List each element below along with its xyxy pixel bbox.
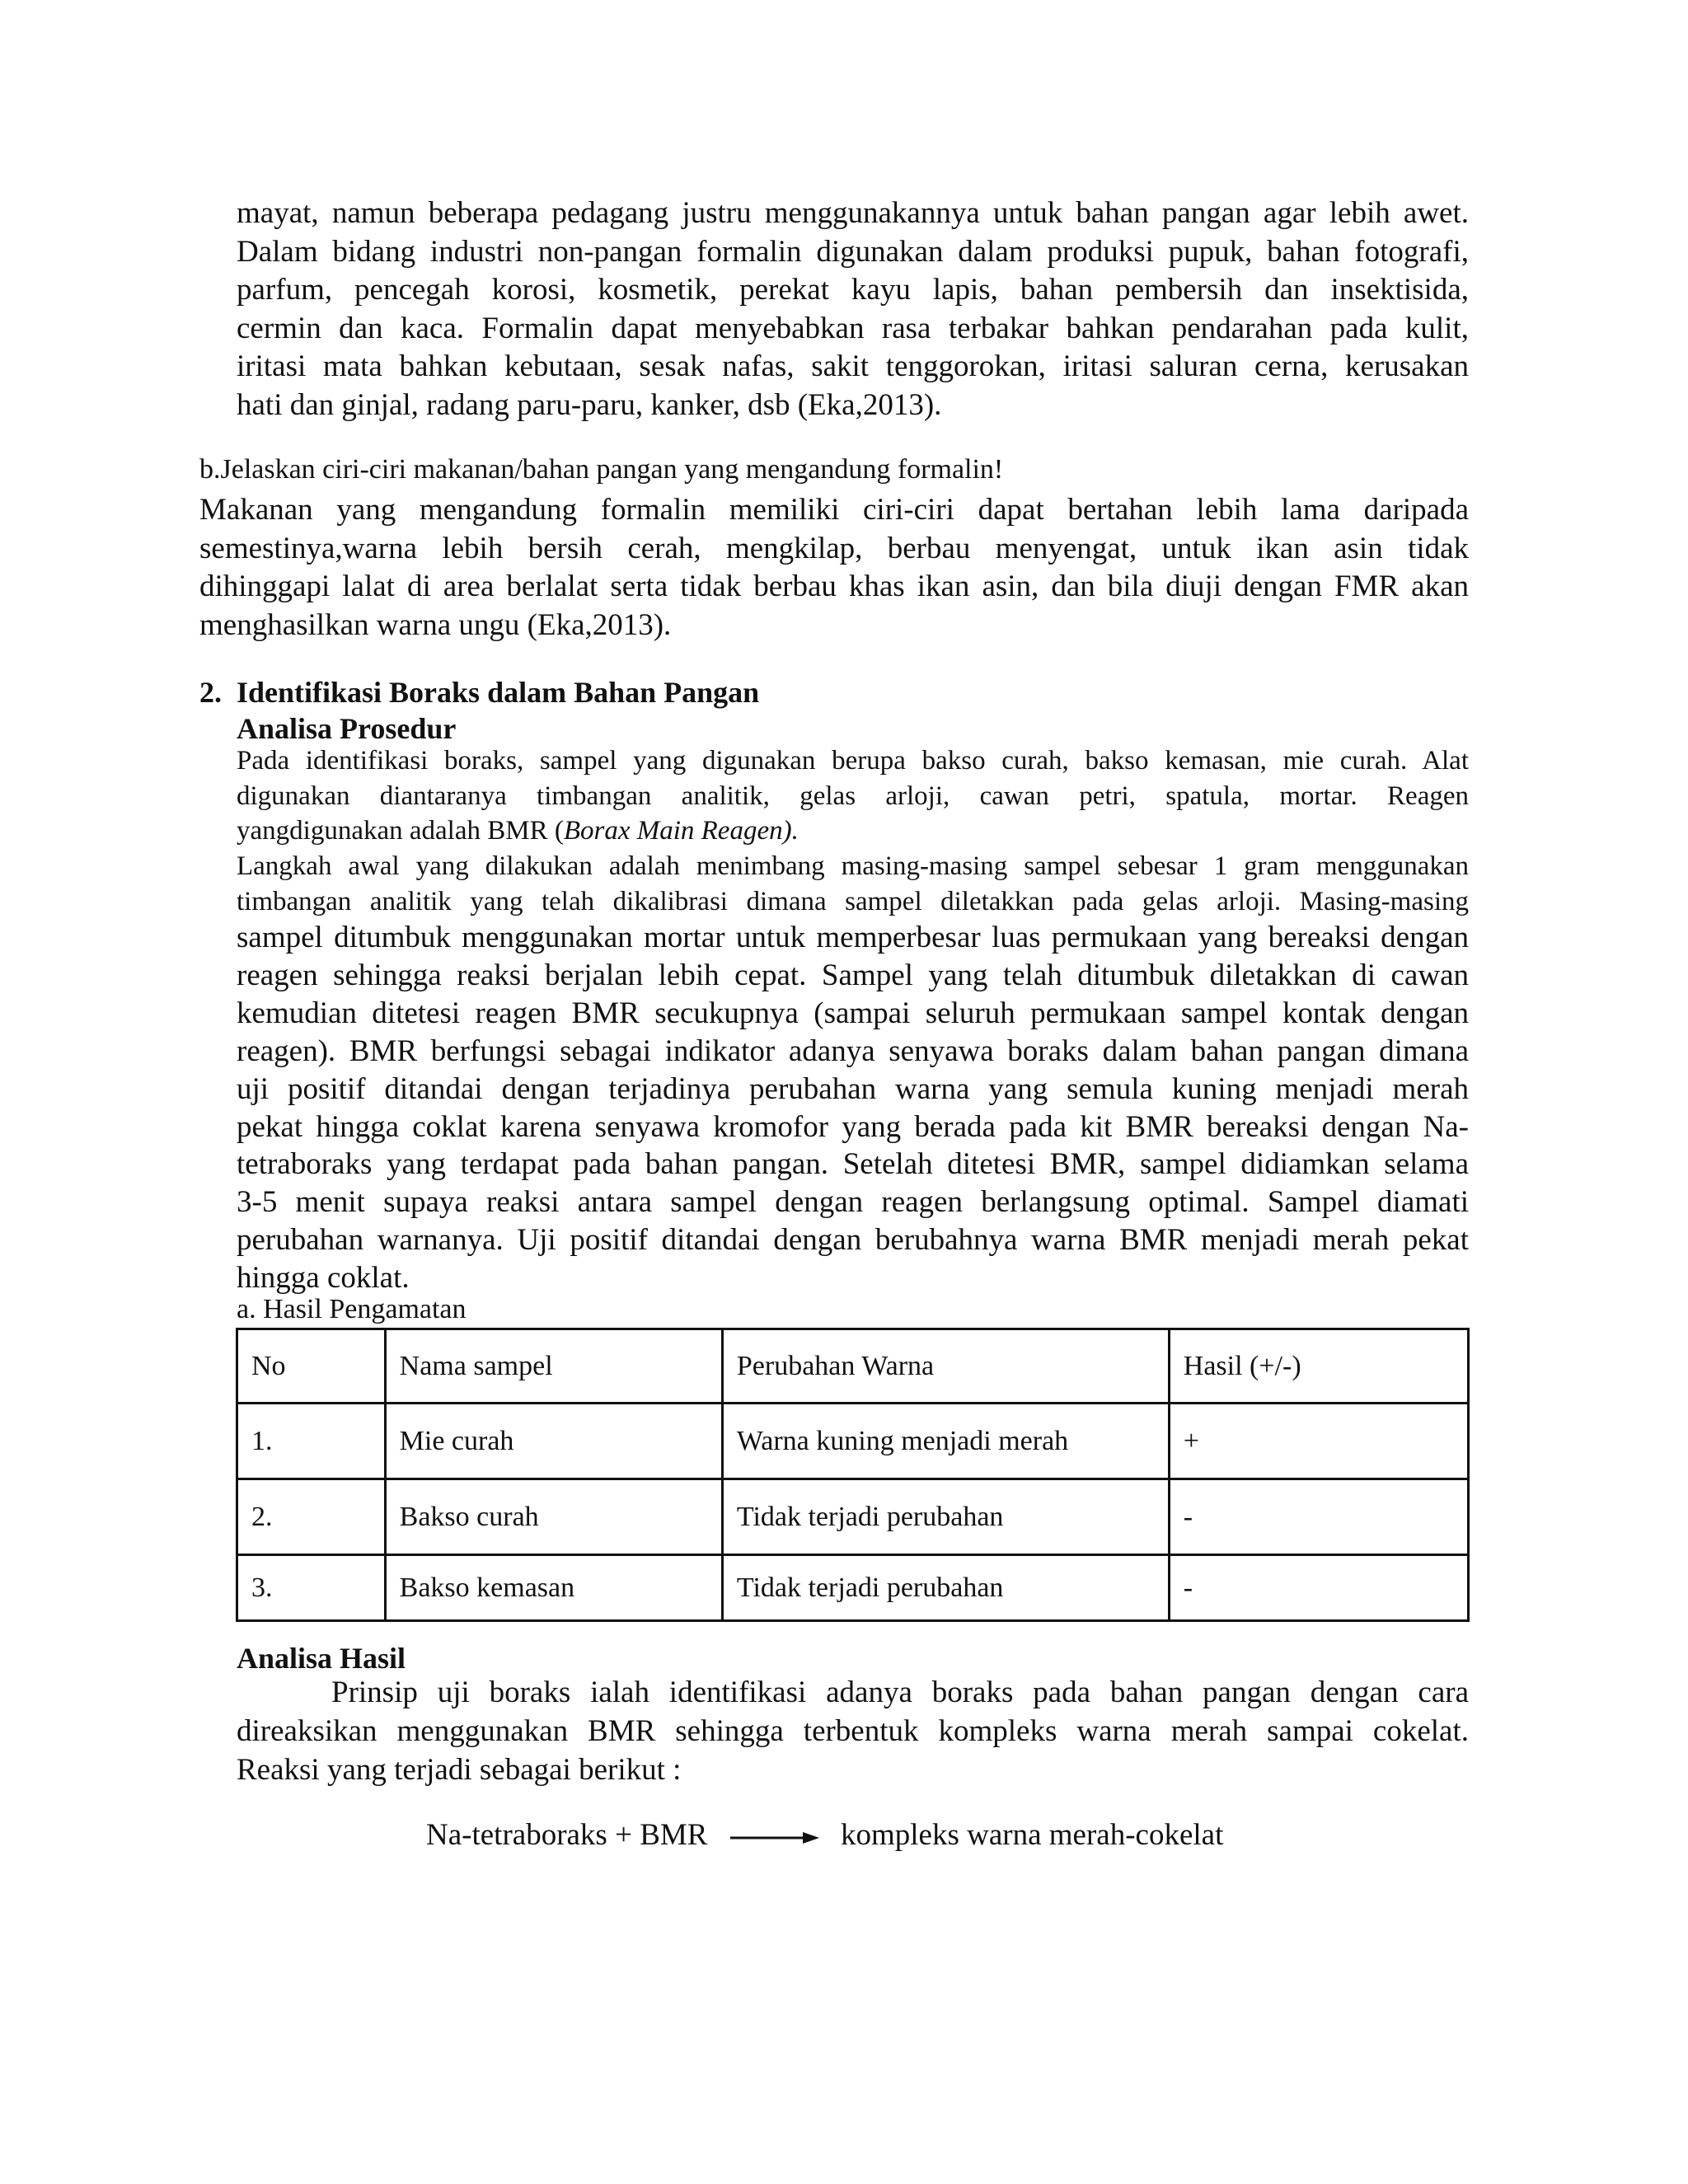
text-line: Prinsip uji boraks ialah identifikasi adanya boraks pada bahan pangan dengan cara bbox=[331, 1675, 1469, 1709]
table-header-row bbox=[237, 1329, 1469, 1404]
hasil-paragraph bbox=[237, 1673, 1469, 1789]
text-line: Pada identifikasi boraks, sampel yang digunakan berupa bakso curah, bakso kemasan, mie curah. Alat bbox=[237, 746, 1469, 776]
header-cell: Hasil (+/-) bbox=[1169, 1329, 1468, 1404]
text-line: Dalam bidang industri non-pangan formalin digunakan dalam produksi pupuk, bahan fotografi, bbox=[237, 234, 1469, 269]
text-line: dihinggapi lalat di area berlalat serta tidak berbau khas ikan asin, dan bila diuji dengan FMR akan bbox=[199, 569, 1469, 603]
table-cell: 1. bbox=[237, 1404, 386, 1479]
text-line: Makanan yang mengandung formalin memiliki ciri-ciri dapat bertahan lebih lama daripada bbox=[199, 493, 1469, 527]
table-caption: a. Hasil Pengamatan bbox=[237, 1294, 467, 1324]
text-line: semestinya,warna lebih bersih cerah, mengkilap, berbau menyengat, untuk ikan asin tidak bbox=[199, 531, 1469, 565]
table-cell: Mie curah bbox=[385, 1404, 722, 1479]
section-heading bbox=[199, 674, 759, 710]
table-row bbox=[237, 1404, 1469, 1479]
table-cell: Warna kuning menjadi merah bbox=[722, 1404, 1169, 1479]
subheading-hasil: Analisa Hasil bbox=[237, 1642, 406, 1675]
text-line: Langkah awal yang dilakukan adalah menimbang masing-masing sampel sebesar 1 gram menggunakan bbox=[237, 851, 1469, 881]
text-line: Reaksi yang terjadi sebagai berikut : bbox=[237, 1753, 682, 1787]
text-span: yangdigunakan adalah BMR ( bbox=[237, 816, 564, 846]
text-line: hingga coklat. bbox=[237, 1261, 410, 1296]
table-row bbox=[237, 1555, 1469, 1621]
text-line: kemudian ditetesi reagen BMR secukupnya (sampai seluruh permukaan sampel kontak dengan bbox=[237, 996, 1469, 1030]
header-cell: Nama sampel bbox=[385, 1329, 722, 1404]
text-line: timbangan analitik yang telah dikalibrasi dimana sampel diletakkan pada gelas arloji. Masing-masing bbox=[237, 886, 1469, 916]
right-arrow-icon bbox=[730, 1830, 821, 1846]
table-cell: 3. bbox=[237, 1555, 386, 1621]
paragraph-formalin bbox=[237, 194, 1469, 425]
table-cell: Tidak terjadi perubahan bbox=[722, 1555, 1169, 1621]
text-line: reagen sehingga reaksi berjalan lebih cepat. Sampel yang telah ditumbuk diletakkan di cawan bbox=[237, 958, 1469, 992]
text-line: mayat, namun beberapa pedagang justru menggunakannya untuk bahan pangan agar lebih awet. bbox=[237, 196, 1469, 230]
table-cell: Bakso kemasan bbox=[385, 1555, 722, 1621]
langkah-large bbox=[237, 919, 1469, 1297]
section-number: 2. bbox=[199, 676, 222, 709]
text-line: 3-5 menit supaya reaksi antara sampel dengan reagen berlangsung optimal. Sampel diamati bbox=[237, 1185, 1469, 1220]
langkah-small bbox=[237, 849, 1469, 919]
text-line: pekat hingga coklat karena senyawa kromofor yang berada pada kit BMR bereaksi dengan Na- bbox=[237, 1109, 1469, 1144]
header-cell: No bbox=[237, 1329, 386, 1404]
reactants: Na-tetraboraks + BMR bbox=[426, 1818, 708, 1852]
text-line: perubahan warnanya. Uji positif ditandai dengan berubahnya warna BMR menjadi merah pekat bbox=[237, 1223, 1469, 1258]
table-cell: - bbox=[1169, 1479, 1468, 1555]
text-line: digunakan diantaranya timbangan analitik, gelas arloji, cawan petri, spatula, mortar. Reagen bbox=[237, 780, 1469, 811]
text-line: hati dan ginjal, radang paru-paru, kanker, dsb (Eka,2013). bbox=[237, 387, 942, 422]
table-cell: Bakso curah bbox=[385, 1479, 722, 1555]
text-line: direaksikan menggunakan BMR sehingga terbentuk kompleks warna merah sampai cokelat. bbox=[237, 1714, 1469, 1748]
italic-term: Borax Main Reagen). bbox=[563, 816, 799, 846]
text-line: parfum, pencegah korosi, kosmetik, perekat kayu lapis, bahan pembersih dan insektisida, bbox=[237, 273, 1469, 307]
text-line: iritasi mata bahkan kebutaan, sesak nafas, sakit tenggorokan, iritasi saluran cerna, kerusakan bbox=[237, 349, 1469, 384]
prosedur-intro bbox=[237, 743, 1469, 849]
question-b: b.Jelaskan ciri-ciri makanan/bahan pangan yang mengandung formalin! bbox=[199, 454, 1004, 485]
text-line: tetraboraks yang terdapat pada bahan pangan. Setelah ditetesi BMR, sampel didiamkan selama bbox=[237, 1147, 1469, 1182]
text-line: reagen). BMR berfungsi sebagai indikator adanya senyawa boraks dalam bahan pangan dimana bbox=[237, 1033, 1469, 1068]
table-row bbox=[237, 1479, 1469, 1555]
text-line: menghasilkan warna ungu (Eka,2013). bbox=[199, 607, 672, 642]
text-line: sampel ditumbuk menggunakan mortar untuk memperbesar luas permukaan yang bereaksi dengan bbox=[237, 921, 1469, 954]
subheading-prosedur: Analisa Prosedur bbox=[237, 712, 457, 745]
header-cell: Perubahan Warna bbox=[722, 1329, 1169, 1404]
table-cell: 2. bbox=[237, 1479, 386, 1555]
table-cell: - bbox=[1169, 1555, 1468, 1621]
table-cell: Tidak terjadi perubahan bbox=[722, 1479, 1169, 1555]
product: kompleks warna merah-cokelat bbox=[841, 1818, 1224, 1852]
answer-b bbox=[199, 491, 1469, 644]
section-title: Identifikasi Boraks dalam Bahan Pangan bbox=[237, 676, 760, 709]
reaction-equation bbox=[0, 1815, 1688, 1864]
text-line: cermin dan kaca. Formalin dapat menyebabkan rasa terbakar bahkan pendarahan pada kulit, bbox=[237, 311, 1469, 345]
results-table bbox=[236, 1328, 1470, 1622]
text-line bbox=[237, 813, 1469, 849]
text-line: uji positif ditandai dengan terjadinya perubahan warna yang semula kuning menjadi merah bbox=[237, 1071, 1469, 1106]
table-cell: + bbox=[1169, 1404, 1468, 1479]
